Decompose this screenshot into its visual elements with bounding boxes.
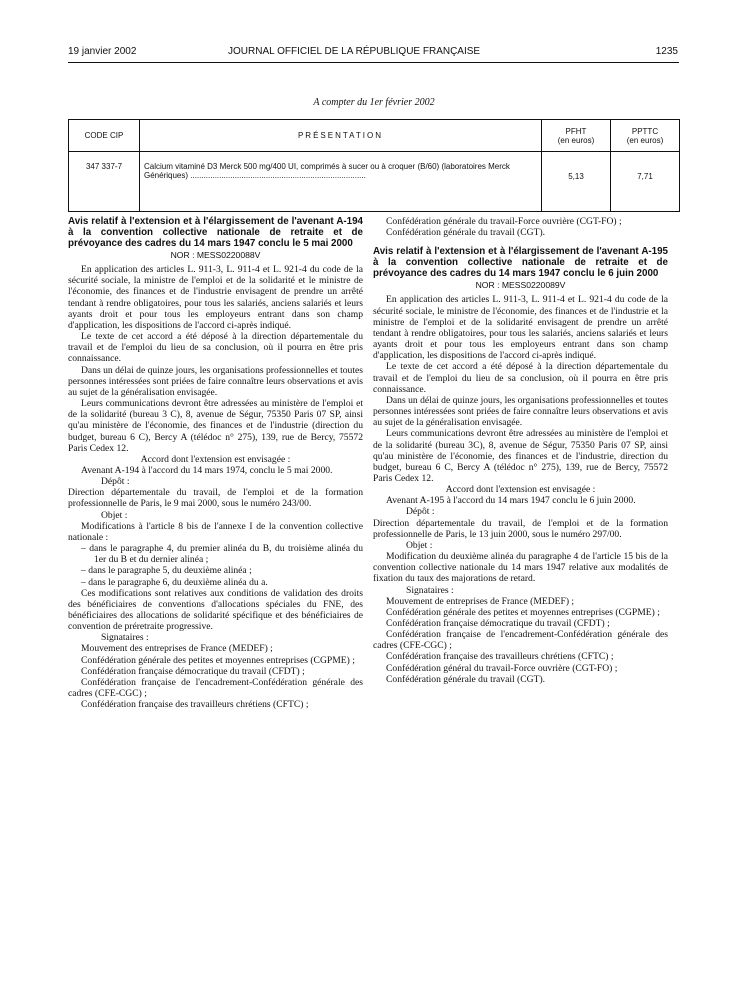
- paragraph: Modification du deuxième alinéa du paragraphe 4 de l'article 15 bis de la convention collective nationale du 14 mars 1947 relative aux modalités de fixation du taux des majorations de retard.: [373, 551, 668, 585]
- section-label: Objet :: [101, 509, 128, 521]
- header-date: 19 janvier 2002: [68, 46, 137, 57]
- section-label: Accord dont l'extension est envisagée :: [140, 453, 291, 465]
- list-item: – dans le paragraphe 6, du deuxième alinéa du a.: [81, 576, 268, 588]
- col-header-pfht: PFHT (en euros): [542, 120, 611, 152]
- cell-presentation: Calcium vitaminé D3 Merck 500 mg/400 UI, comprimés à sucer ou à croquer (B/60) (laboratoires Merck Génériques) ...............................................................................: [140, 152, 542, 212]
- list-item: – dans le paragraphe 5, du deuxième alinéa ;: [81, 565, 252, 577]
- paragraph: En application des articles L. 911-3, L. 911-4 et L. 921-4 du code de la sécurité sociale, la ministre de l'emploi et de la solidarité et le ministre de l'économie, des finances et de l'industrie envisagent de prendre un arrêté tendant à rendre obligatoires, pour tous les salariés, anciens salariés et leurs ayants droit et pour tous les employeurs entrant dans son champ d'application, les dispositions de l'accord ci-après indiqué.: [68, 264, 363, 331]
- col-header-code: CODE CIP: [69, 120, 140, 152]
- paragraph: Direction départementale du travail, de l'emploi et de la formation professionnelle de Paris, le 13 juin 2000, sous le numéro 297/00.: [373, 517, 668, 540]
- paragraph: Le texte de cet accord a été déposé à la direction départementale du travail et de l'emploi du lieu de sa conclusion, où il pourra en être pris connaissance.: [373, 361, 668, 395]
- list-item: Confédération française de l'encadrement-Confédération générale des cadres (CFE-CGC) ;: [68, 676, 363, 700]
- list-item: Mouvement de entreprises de France (MEDEF) ;: [386, 595, 575, 607]
- list-item: Confédération générale des petites et moyennes entreprises (CGPME) ;: [81, 654, 355, 666]
- paragraph: Avenant A-194 à l'accord du 14 mars 1974, conclu le 5 mai 2000.: [81, 464, 333, 476]
- paragraph: Ces modifications sont relatives aux conditions de validation des droits des bénéficiaires de conventions d'allocations spéciales du FNE, des bénéficiaires des allocations de solidarité spécifique et des bénéficiaires de convention de préretraite progressive.: [68, 587, 363, 633]
- right-column: [373, 216, 668, 685]
- cell-pfht: 5,13: [542, 152, 611, 212]
- paragraph: Avenant A-195 à l'accord du 14 mars 1947 conclu le 6 juin 2000.: [386, 495, 636, 507]
- table-subtitle: A compter du 1er février 2002: [313, 97, 435, 108]
- list-item: – dans le paragraphe 4, du premier alinéa du B, du troisième alinéa du 1er du B et du dernier alinéa ;: [81, 543, 363, 566]
- list-item: Confédération générale du travail-Force ouvrière (CGT-FO) ;: [386, 216, 622, 227]
- paragraph: Leurs communications devront être adressées au ministère de l'emploi et de la solidarité (bureau 3 C), 8, avenue de Ségur, 75350 Paris 07 SP, ainsi qu'au ministère de l'économie, des finances et de l'industrie (direction du budget, bureau 6 C), Bercy A (télédoc n° 275), 139, rue de Bercy, 75572 Paris Cedex 12.: [68, 398, 363, 454]
- header-rule: [68, 62, 679, 63]
- header-journal-title: JOURNAL OFFICIEL DE LA RÉPUBLIQUE FRANÇAISE: [228, 46, 481, 57]
- col-header-ppttc: PPTTC (en euros): [611, 120, 680, 152]
- paragraph: Modifications à l'article 8 bis de l'annexe I de la convention collective nationale :: [68, 520, 363, 543]
- nor-reference: NOR : MESS0220088V: [170, 250, 261, 260]
- paragraph: Direction départementale du travail, de l'emploi et de la formation professionnelle de Paris, le 9 mai 2000, sous le numéro 243/00.: [68, 487, 363, 510]
- list-item: Confédération française démocratique du travail (CFDT) ;: [81, 665, 305, 677]
- price-table: [68, 119, 680, 212]
- table-header-row: [69, 120, 680, 152]
- left-column: [68, 216, 363, 710]
- table-row: [69, 152, 680, 212]
- cell-code: 347 337-7: [69, 152, 140, 212]
- list-item: Confédération générale du travail (CGT).: [386, 227, 546, 239]
- paragraph: En application des articles L. 911-3, L. 911-4 et L. 921-4 du code de la sécurité sociale, le ministre de l'économie, des finances et de l'industrie et la ministre de l'emploi et de la solidarité envisagent de prendre un arrêté tendant à rendre obligatoires, pour tous les salariés, anciens salariés et leurs ayants droit et pour tous les employeurs entrant dans son champ d'application, les dispositions de l'accord ci-après indiqué.: [373, 294, 668, 362]
- list-item: Confédération française de l'encadrement-Confédération générale des cadres (CFE-CGC) ;: [373, 629, 668, 652]
- col-header-presentation: PRÉSENTATION: [140, 120, 542, 152]
- paragraph: Leurs communications devront être adressées au ministère de l'emploi et de la solidarité (bureau 3C), 8, avenue de Ségur, 75350 Paris 07 SP, ainsi qu'au ministère de l'économie, des finances et de l'industrie, direction du budget, bureau 6 C, Bercy A (télédoc n° 275), 139, rue de Bercy, 75572 Paris Cedex 12.: [373, 428, 668, 484]
- list-item: Confédération générale des petites et moyennes entreprises (CGPME) ;: [386, 606, 660, 618]
- paragraph: Dans un délai de quinze jours, les organisations professionnelles et toutes personnes intéressées sont priées de faire connaître leurs observations et avis au sujet de la généralisation envisagée.: [373, 394, 668, 429]
- section-label: Signataires :: [101, 632, 149, 644]
- section-label: Dépôt :: [101, 476, 130, 488]
- notice-title-a195: Avis relatif à l'extension et à l'élargissement de l'avenant A-195 à la convention collective nationale de retraite et de prévoyance des cadres du 14 mars 1947 conclu le 6 juin 2000: [373, 246, 668, 280]
- section-label: Dépôt :: [406, 506, 435, 518]
- page-header: [68, 46, 678, 60]
- section-label: Signataires :: [406, 584, 454, 596]
- header-page-number: 1235: [655, 46, 678, 57]
- list-item: Confédération française démocratique du travail (CFDT) ;: [386, 618, 610, 629]
- notice-title-a194: Avis relatif à l'extension et à l'élargissement de l'avenant A-194 à la convention collective nationale de retraite et de prévoyance des cadres du 14 mars 1947 conclu le 5 mai 2000: [68, 216, 363, 249]
- list-item: Confédération française des travailleurs chrétiens (CFTC) ;: [386, 651, 614, 663]
- section-label: Objet :: [406, 539, 433, 551]
- list-item: Confédération général du travail-Force ouvrière (CGT-FO) ;: [386, 662, 618, 674]
- list-item: Confédération française des travailleurs chrétiens (CFTC) ;: [81, 699, 309, 711]
- section-label: Accord dont l'extension est envisagée :: [445, 484, 596, 496]
- list-item: Mouvement des entreprises de France (MEDEF) ;: [81, 643, 273, 655]
- cell-ppttc: 7,71: [611, 152, 680, 212]
- paragraph: Le texte de cet accord a été déposé à la direction départementale du travail et de l'emploi du lieu de sa conclusion, où il pourra en être pris connaissance.: [68, 331, 363, 365]
- paragraph: Dans un délai de quinze jours, les organisations professionnelles et toutes personnes intéressées sont priées de faire connaître leurs observations et avis au sujet de la généralisation envisagée.: [68, 364, 363, 398]
- list-item: Confédération générale du travail (CGT).: [386, 673, 546, 685]
- nor-reference: NOR : MESS0220089V: [475, 280, 566, 291]
